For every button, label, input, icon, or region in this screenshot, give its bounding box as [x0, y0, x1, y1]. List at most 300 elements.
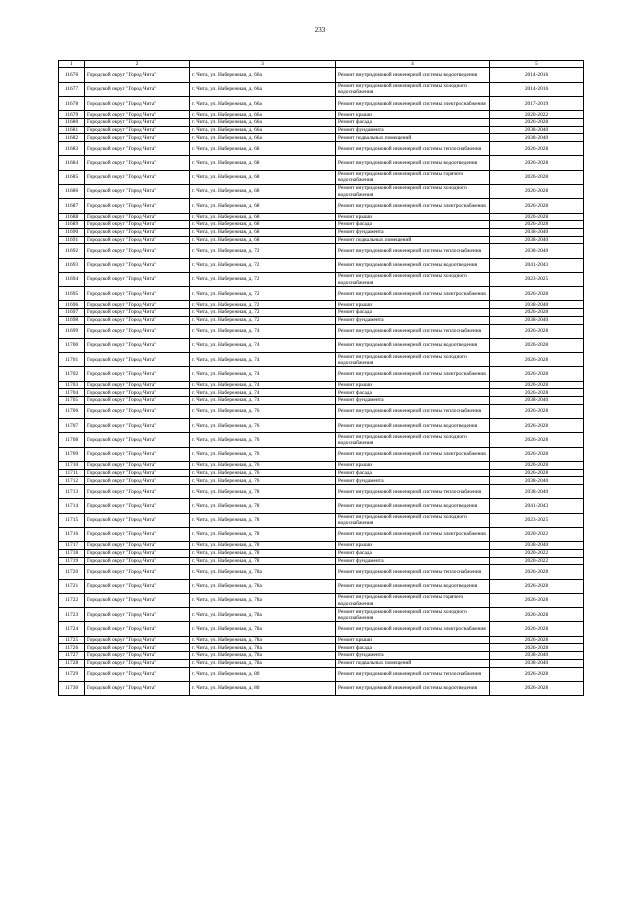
row-number-cell: 11703 [59, 381, 85, 389]
municipality-cell: Городской округ "Город Чита" [85, 236, 190, 244]
work-type-cell: Ремонт фундамента [336, 557, 490, 565]
work-type-cell: Ремонт крыши [336, 461, 490, 469]
address-cell: г. Чита, ул. Набережная, д. 72 [190, 316, 336, 324]
table-row [59, 156, 584, 170]
row-number-cell: 11700 [59, 338, 85, 352]
address-cell: г. Чита, ул. Набережная, д. 80 [190, 681, 336, 695]
column-header: 1 [59, 61, 85, 68]
period-cell: 2026-2028 [490, 419, 584, 433]
row-number-cell: 11718 [59, 549, 85, 557]
address-cell: г. Чита, ул. Набережная, д. 68 [190, 156, 336, 170]
row-number-cell: 11682 [59, 134, 85, 142]
address-cell: г. Чита, ул. Набережная, д. 74 [190, 324, 336, 338]
work-type-cell: Ремонт внутридомовой инженерной системы водоотведения [336, 68, 490, 82]
row-number-cell: 11730 [59, 681, 85, 695]
row-number-cell: 11696 [59, 301, 85, 309]
address-cell: г. Чита, ул. Набережная, д. 78а [190, 659, 336, 667]
work-type-cell: Ремонт внутридомовой инженерной системы холодного водоснабжения [336, 433, 490, 447]
period-cell: 2026-2028 [490, 199, 584, 213]
row-number-cell: 11729 [59, 667, 85, 681]
address-cell: г. Чита, ул. Набережная, д. 78а [190, 579, 336, 593]
registry-table-body [59, 61, 584, 696]
work-type-cell: Ремонт внутридомовой инженерной системы электроснабжения [336, 287, 490, 301]
address-cell: г. Чита, ул. Набережная, д. 76 [190, 469, 336, 477]
row-number-cell: 11679 [59, 111, 85, 119]
municipality-cell: Городской округ "Город Чита" [85, 301, 190, 309]
municipality-cell: Городской округ "Город Чита" [85, 142, 190, 156]
period-cell: 2026-2028 [490, 221, 584, 229]
address-cell: г. Чита, ул. Набережная, д. 68 [190, 236, 336, 244]
period-cell: 2026-2028 [490, 142, 584, 156]
work-type-cell: Ремонт фундамента [336, 228, 490, 236]
table-row [59, 213, 584, 221]
work-type-cell: Ремонт крыши [336, 111, 490, 119]
work-type-cell: Ремонт внутридомовой инженерной системы теплоснабжения [336, 485, 490, 499]
table-row [59, 659, 584, 667]
work-type-cell: Ремонт фасада [336, 469, 490, 477]
work-type-cell: Ремонт внутридомовой инженерной системы водоотведения [336, 681, 490, 695]
work-type-cell: Ремонт внутридомовой инженерной системы холодного водоснабжения [336, 272, 490, 286]
period-cell: 2026-2028 [490, 579, 584, 593]
municipality-cell: Городской округ "Город Чита" [85, 156, 190, 170]
row-number-cell: 11712 [59, 477, 85, 485]
table-row [59, 111, 584, 119]
municipality-cell: Городской округ "Город Чита" [85, 272, 190, 286]
row-number-cell: 11698 [59, 316, 85, 324]
column-number-row [59, 61, 584, 68]
work-type-cell: Ремонт внутридомовой инженерной системы водоотведения [336, 579, 490, 593]
row-number-cell: 11709 [59, 447, 85, 461]
row-number-cell: 11707 [59, 419, 85, 433]
municipality-cell: Городской округ "Город Чита" [85, 593, 190, 607]
municipality-cell: Городской округ "Город Чита" [85, 381, 190, 389]
table-row [59, 542, 584, 550]
period-cell: 2026-2028 [490, 636, 584, 644]
table-row [59, 477, 584, 485]
period-cell: 2026-2028 [490, 593, 584, 607]
period-cell: 2026-2028 [490, 353, 584, 367]
municipality-cell: Городской округ "Город Чита" [85, 419, 190, 433]
table-row [59, 513, 584, 527]
column-header: 2 [85, 61, 190, 68]
work-type-cell: Ремонт внутридомовой инженерной системы теплоснабжения [336, 565, 490, 579]
row-number-cell: 11716 [59, 527, 85, 541]
work-type-cell: Ремонт фундамента [336, 397, 490, 405]
period-cell: 2026-2028 [490, 324, 584, 338]
work-type-cell: Ремонт внутридомовой инженерной системы холодного водоснабжения [336, 513, 490, 527]
municipality-cell: Городской округ "Город Чита" [85, 447, 190, 461]
page-number: 233 [314, 26, 326, 34]
address-cell: г. Чита, ул. Набережная, д. 66а [190, 68, 336, 82]
table-row [59, 236, 584, 244]
address-cell: г. Чита, ул. Набережная, д. 78а [190, 622, 336, 636]
work-type-cell: Ремонт крыши [336, 381, 490, 389]
municipality-cell: Городской округ "Город Чита" [85, 404, 190, 418]
municipality-cell: Городской округ "Город Чита" [85, 636, 190, 644]
address-cell: г. Чита, ул. Набережная, д. 74 [190, 367, 336, 381]
period-cell: 2020-2022 [490, 557, 584, 565]
row-number-cell: 11684 [59, 156, 85, 170]
work-type-cell: Ремонт внутридомовой инженерной системы теплоснабжения [336, 404, 490, 418]
municipality-cell: Городской округ "Город Чита" [85, 557, 190, 565]
address-cell: г. Чита, ул. Набережная, д. 78 [190, 557, 336, 565]
work-type-cell: Ремонт внутридомовой инженерной системы водоотведения [336, 419, 490, 433]
period-cell: 2038-2040 [490, 485, 584, 499]
row-number-cell: 11692 [59, 244, 85, 258]
period-cell: 2038-2040 [490, 228, 584, 236]
address-cell: г. Чита, ул. Набережная, д. 78 [190, 485, 336, 499]
municipality-cell: Городской округ "Город Чита" [85, 118, 190, 126]
period-cell: 2038-2040 [490, 659, 584, 667]
municipality-cell: Городской округ "Город Чита" [85, 549, 190, 557]
address-cell: г. Чита, ул. Набережная, д. 78а [190, 636, 336, 644]
row-number-cell: 11725 [59, 636, 85, 644]
table-row [59, 221, 584, 229]
period-cell: 2026-2028 [490, 367, 584, 381]
municipality-cell: Городской округ "Город Чита" [85, 659, 190, 667]
table-row [59, 652, 584, 660]
work-type-cell: Ремонт внутридомовой инженерной системы теплоснабжения [336, 324, 490, 338]
municipality-cell: Городской округ "Город Чита" [85, 513, 190, 527]
work-type-cell: Ремонт внутридомовой инженерной системы электроснабжения [336, 199, 490, 213]
table-row [59, 397, 584, 405]
municipality-cell: Городской округ "Город Чита" [85, 309, 190, 317]
period-cell: 2026-2028 [490, 213, 584, 221]
address-cell: г. Чита, ул. Набережная, д. 78 [190, 527, 336, 541]
municipality-cell: Городской округ "Город Чита" [85, 477, 190, 485]
table-row [59, 557, 584, 565]
work-type-cell: Ремонт внутридомовой инженерной системы водоотведения [336, 156, 490, 170]
table-row [59, 579, 584, 593]
period-cell: 2038-2040 [490, 477, 584, 485]
table-row [59, 244, 584, 258]
address-cell: г. Чита, ул. Набережная, д. 78 [190, 513, 336, 527]
period-cell: 2026-2028 [490, 681, 584, 695]
table-row [59, 82, 584, 96]
period-cell: 2026-2028 [490, 338, 584, 352]
municipality-cell: Городской округ "Город Чита" [85, 397, 190, 405]
row-number-cell: 11710 [59, 461, 85, 469]
work-type-cell: Ремонт подвальных помещений [336, 134, 490, 142]
municipality-cell: Городской округ "Город Чита" [85, 213, 190, 221]
period-cell: 2026-2028 [490, 389, 584, 397]
work-type-cell: Ремонт внутридомовой инженерной системы электроснабжения [336, 96, 490, 110]
municipality-cell: Городской округ "Город Чита" [85, 258, 190, 272]
municipality-cell: Городской округ "Город Чита" [85, 681, 190, 695]
work-type-cell: Ремонт крыши [336, 301, 490, 309]
row-number-cell: 11686 [59, 184, 85, 198]
address-cell: г. Чита, ул. Набережная, д. 78а [190, 608, 336, 622]
table-row [59, 316, 584, 324]
period-cell: 2041-2043 [490, 258, 584, 272]
address-cell: г. Чита, ул. Набережная, д. 66а [190, 126, 336, 134]
period-cell: 2026-2028 [490, 433, 584, 447]
work-type-cell: Ремонт фасада [336, 644, 490, 652]
work-type-cell: Ремонт внутридомовой инженерной системы водоотведения [336, 338, 490, 352]
period-cell: 2026-2028 [490, 404, 584, 418]
address-cell: г. Чита, ул. Набережная, д. 68 [190, 184, 336, 198]
work-type-cell: Ремонт внутридомовой инженерной системы электроснабжения [336, 527, 490, 541]
row-number-cell: 11704 [59, 389, 85, 397]
table-row [59, 258, 584, 272]
municipality-cell: Городской округ "Город Чита" [85, 622, 190, 636]
municipality-cell: Городской округ "Город Чита" [85, 338, 190, 352]
row-number-cell: 11695 [59, 287, 85, 301]
table-row [59, 142, 584, 156]
address-cell: г. Чита, ул. Набережная, д. 72 [190, 244, 336, 258]
table-row [59, 134, 584, 142]
municipality-cell: Городской округ "Город Чита" [85, 287, 190, 301]
row-number-cell: 11728 [59, 659, 85, 667]
address-cell: г. Чита, ул. Набережная, д. 78а [190, 652, 336, 660]
table-row [59, 499, 584, 513]
table-row [59, 324, 584, 338]
row-number-cell: 11715 [59, 513, 85, 527]
period-cell: 2026-2028 [490, 447, 584, 461]
municipality-cell: Городской округ "Город Чита" [85, 565, 190, 579]
work-type-cell: Ремонт фасада [336, 221, 490, 229]
row-number-cell: 11719 [59, 557, 85, 565]
municipality-cell: Городской округ "Город Чита" [85, 184, 190, 198]
work-type-cell: Ремонт крыши [336, 542, 490, 550]
municipality-cell: Городской округ "Город Чита" [85, 96, 190, 110]
row-number-cell: 11690 [59, 228, 85, 236]
period-cell: 2026-2028 [490, 667, 584, 681]
period-cell: 2014-2016 [490, 82, 584, 96]
period-cell: 2026-2028 [490, 565, 584, 579]
address-cell: г. Чита, ул. Набережная, д. 66а [190, 96, 336, 110]
row-number-cell: 11705 [59, 397, 85, 405]
address-cell: г. Чита, ул. Набережная, д. 78а [190, 565, 336, 579]
municipality-cell: Городской округ "Город Чита" [85, 111, 190, 119]
address-cell: г. Чита, ул. Набережная, д. 78а [190, 644, 336, 652]
row-number-cell: 11727 [59, 652, 85, 660]
column-header: 3 [190, 61, 336, 68]
period-cell: 2026-2028 [490, 469, 584, 477]
period-cell: 2038-2040 [490, 652, 584, 660]
table-row [59, 636, 584, 644]
table-row [59, 389, 584, 397]
row-number-cell: 11681 [59, 126, 85, 134]
work-type-cell: Ремонт внутридомовой инженерной системы горячего водоснабжения [336, 170, 490, 184]
work-type-cell: Ремонт внутридомовой инженерной системы холодного водоснабжения [336, 608, 490, 622]
address-cell: г. Чита, ул. Набережная, д. 76 [190, 404, 336, 418]
work-type-cell: Ремонт внутридомовой инженерной системы теплоснабжения [336, 667, 490, 681]
row-number-cell: 11706 [59, 404, 85, 418]
table-row [59, 118, 584, 126]
work-type-cell: Ремонт крыши [336, 636, 490, 644]
municipality-cell: Городской округ "Город Чита" [85, 68, 190, 82]
work-type-cell: Ремонт подвальных помещений [336, 236, 490, 244]
address-cell: г. Чита, ул. Набережная, д. 74 [190, 381, 336, 389]
municipality-cell: Городской округ "Город Чита" [85, 221, 190, 229]
table-row [59, 228, 584, 236]
row-number-cell: 11717 [59, 542, 85, 550]
municipality-cell: Городской округ "Город Чита" [85, 542, 190, 550]
work-type-cell: Ремонт внутридомовой инженерной системы электроснабжения [336, 367, 490, 381]
table-row [59, 353, 584, 367]
municipality-cell: Городской округ "Город Чита" [85, 527, 190, 541]
row-number-cell: 11697 [59, 309, 85, 317]
municipality-cell: Городской округ "Город Чита" [85, 461, 190, 469]
period-cell: 2020-2022 [490, 111, 584, 119]
table-row [59, 527, 584, 541]
address-cell: г. Чита, ул. Набережная, д. 76 [190, 419, 336, 433]
table-row [59, 301, 584, 309]
work-type-cell: Ремонт внутридомовой инженерной системы теплоснабжения [336, 244, 490, 258]
address-cell: г. Чита, ул. Набережная, д. 72 [190, 258, 336, 272]
table-row [59, 485, 584, 499]
table-row [59, 272, 584, 286]
row-number-cell: 11726 [59, 644, 85, 652]
work-type-cell: Ремонт внутридомовой инженерной системы горячего водоснабжения [336, 593, 490, 607]
municipality-cell: Городской округ "Город Чита" [85, 499, 190, 513]
table-row [59, 667, 584, 681]
table-row [59, 404, 584, 418]
municipality-cell: Городской округ "Город Чита" [85, 579, 190, 593]
row-number-cell: 11687 [59, 199, 85, 213]
address-cell: г. Чита, ул. Набережная, д. 68 [190, 221, 336, 229]
table-row [59, 461, 584, 469]
row-number-cell: 11678 [59, 96, 85, 110]
period-cell: 2038-2040 [490, 236, 584, 244]
period-cell: 2017-2019 [490, 96, 584, 110]
work-type-cell: Ремонт фундамента [336, 652, 490, 660]
work-type-cell: Ремонт внутридомовой инженерной системы теплоснабжения [336, 142, 490, 156]
table-row [59, 184, 584, 198]
period-cell: 2041-2043 [490, 499, 584, 513]
table-row [59, 381, 584, 389]
row-number-cell: 11721 [59, 579, 85, 593]
municipality-cell: Городской округ "Город Чита" [85, 82, 190, 96]
municipality-cell: Городской округ "Город Чита" [85, 228, 190, 236]
period-cell: 2026-2028 [490, 118, 584, 126]
registry-table [58, 60, 584, 696]
address-cell: г. Чита, ул. Набережная, д. 72 [190, 301, 336, 309]
municipality-cell: Городской округ "Город Чита" [85, 644, 190, 652]
municipality-cell: Городской округ "Город Чита" [85, 244, 190, 258]
row-number-cell: 11689 [59, 221, 85, 229]
address-cell: г. Чита, ул. Набережная, д. 74 [190, 389, 336, 397]
column-header: 4 [336, 61, 490, 68]
column-header: 5 [490, 61, 584, 68]
row-number-cell: 11724 [59, 622, 85, 636]
row-number-cell: 11702 [59, 367, 85, 381]
work-type-cell: Ремонт подвальных помещений [336, 659, 490, 667]
period-cell: 2026-2028 [490, 170, 584, 184]
municipality-cell: Городской округ "Город Чита" [85, 316, 190, 324]
address-cell: г. Чита, ул. Набережная, д. 74 [190, 338, 336, 352]
address-cell: г. Чита, ул. Набережная, д. 76 [190, 433, 336, 447]
row-number-cell: 11711 [59, 469, 85, 477]
address-cell: г. Чита, ул. Набережная, д. 76 [190, 477, 336, 485]
period-cell: 2038-2040 [490, 126, 584, 134]
work-type-cell: Ремонт внутридомовой инженерной системы водоотведения [336, 499, 490, 513]
row-number-cell: 11713 [59, 485, 85, 499]
table-row [59, 433, 584, 447]
address-cell: г. Чита, ул. Набережная, д. 68 [190, 213, 336, 221]
period-cell: 2026-2028 [490, 287, 584, 301]
work-type-cell: Ремонт внутридомовой инженерной системы холодного водоснабжения [336, 353, 490, 367]
municipality-cell: Городской округ "Город Чита" [85, 652, 190, 660]
table-row [59, 608, 584, 622]
address-cell: г. Чита, ул. Набережная, д. 76 [190, 447, 336, 461]
period-cell: 2026-2028 [490, 622, 584, 636]
address-cell: г. Чита, ул. Набережная, д. 66а [190, 118, 336, 126]
table-row [59, 419, 584, 433]
municipality-cell: Городской округ "Город Чита" [85, 469, 190, 477]
work-type-cell: Ремонт внутридомовой инженерной системы холодного водоснабжения [336, 82, 490, 96]
address-cell: г. Чита, ул. Набережная, д. 68 [190, 199, 336, 213]
address-cell: г. Чита, ул. Набережная, д. 78а [190, 593, 336, 607]
municipality-cell: Городской округ "Город Чита" [85, 199, 190, 213]
row-number-cell: 11699 [59, 324, 85, 338]
table-row [59, 644, 584, 652]
row-number-cell: 11685 [59, 170, 85, 184]
period-cell: 2020-2022 [490, 527, 584, 541]
address-cell: г. Чита, ул. Набережная, д. 68 [190, 142, 336, 156]
municipality-cell: Городской округ "Город Чита" [85, 170, 190, 184]
work-type-cell: Ремонт внутридомовой инженерной системы электроснабжения [336, 622, 490, 636]
period-cell: 2026-2028 [490, 381, 584, 389]
address-cell: г. Чита, ул. Набережная, д. 78 [190, 542, 336, 550]
period-cell: 2026-2028 [490, 608, 584, 622]
work-type-cell: Ремонт фасада [336, 549, 490, 557]
work-type-cell: Ремонт внутридомовой инженерной системы холодного водоснабжения [336, 184, 490, 198]
table-row [59, 469, 584, 477]
municipality-cell: Городской округ "Город Чита" [85, 367, 190, 381]
address-cell: г. Чита, ул. Набережная, д. 74 [190, 353, 336, 367]
table-row [59, 287, 584, 301]
table-row [59, 170, 584, 184]
address-cell: г. Чита, ул. Набережная, д. 72 [190, 272, 336, 286]
address-cell: г. Чита, ул. Набережная, д. 68 [190, 170, 336, 184]
row-number-cell: 11694 [59, 272, 85, 286]
row-number-cell: 11723 [59, 608, 85, 622]
work-type-cell: Ремонт фасада [336, 309, 490, 317]
period-cell: 2023-2025 [490, 272, 584, 286]
row-number-cell: 11708 [59, 433, 85, 447]
municipality-cell: Городской округ "Город Чита" [85, 324, 190, 338]
municipality-cell: Городской округ "Город Чита" [85, 389, 190, 397]
address-cell: г. Чита, ул. Набережная, д. 76 [190, 461, 336, 469]
table-row [59, 367, 584, 381]
table-row [59, 96, 584, 110]
period-cell: 2020-2022 [490, 549, 584, 557]
table-row [59, 68, 584, 82]
row-number-cell: 11691 [59, 236, 85, 244]
work-type-cell: Ремонт крыши [336, 213, 490, 221]
address-cell: г. Чита, ул. Набережная, д. 78 [190, 549, 336, 557]
period-cell: 2026-2028 [490, 184, 584, 198]
municipality-cell: Городской округ "Город Чита" [85, 433, 190, 447]
row-number-cell: 11693 [59, 258, 85, 272]
municipality-cell: Городской округ "Город Чита" [85, 608, 190, 622]
table-row [59, 565, 584, 579]
period-cell: 2026-2028 [490, 309, 584, 317]
period-cell: 2023-2025 [490, 513, 584, 527]
period-cell: 2038-2040 [490, 301, 584, 309]
row-number-cell: 11688 [59, 213, 85, 221]
address-cell: г. Чита, ул. Набережная, д. 72 [190, 309, 336, 317]
work-type-cell: Ремонт фундамента [336, 316, 490, 324]
table-row [59, 338, 584, 352]
address-cell: г. Чита, ул. Набережная, д. 72 [190, 287, 336, 301]
period-cell: 2038-2040 [490, 316, 584, 324]
row-number-cell: 11714 [59, 499, 85, 513]
period-cell: 2038-2040 [490, 542, 584, 550]
row-number-cell: 11680 [59, 118, 85, 126]
